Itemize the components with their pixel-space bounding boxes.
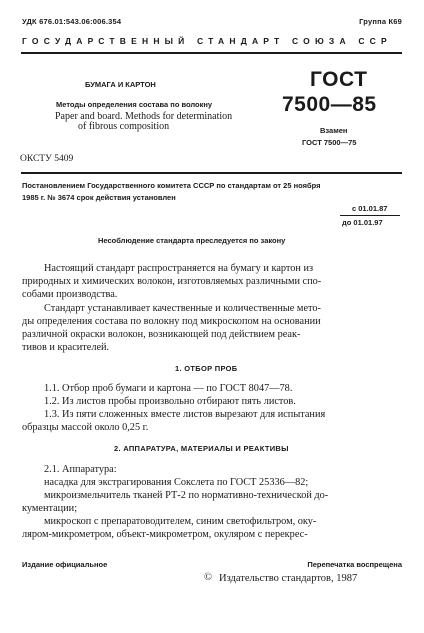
decree-line2: 1985 г. № 3674 срок действия установлен [22,193,176,202]
title-en-line2: of fibrous composition [78,121,170,132]
title-ru-main: БУМАГА И КАРТОН [85,80,156,89]
section2-line: насадка для экстрагирования Сокслета по ГОСТ 25336—82; [44,477,309,488]
dates-divider [340,215,400,216]
title-en-line1: Paper and board. Methods for determination [55,111,233,122]
decree-rule [21,172,402,174]
udk-code: УДК 676.01:543.06:006.354 [22,17,122,26]
header-rule [21,52,402,54]
intro-line: различной окраски волокон, возникающей под действием реак- [22,329,301,340]
section1-line: 1.2. Из листов пробы произвольно отбирают пять листов. [44,396,296,407]
section2-line: 2.1. Аппаратура: [44,464,117,475]
valid-to: до 01.01.97 [342,218,383,227]
section1-line: 1.1. Отбор проб бумаги и картона — по ГОСТ 8047—78. [44,383,293,394]
section1-line: образцы массой около 0,25 г. [22,422,149,433]
copyright-symbol: © [204,572,212,583]
law-notice: Несоблюдение стандарта преследуется по закону [98,236,286,245]
group-code: Группа К69 [359,17,402,26]
valid-from: с 01.01.87 [352,204,388,213]
intro-line: Стандарт устанавливает качественные и количественные мето- [44,303,321,314]
intro-line: Настоящий стандарт распространяется на бумагу и картон из [44,263,314,274]
intro-line: природных и химических волокон, изготовляемых различными спо- [22,276,322,287]
gost-number: 7500—85 [282,93,377,116]
replaces-standard: ГОСТ 7500—75 [302,138,357,147]
gost-code: ГОСТ [310,68,368,91]
section2-title: 2. АППАРАТУРА, МАТЕРИАЛЫ И РЕАКТИВЫ [114,444,289,453]
okstu-code: ОКСТУ 5409 [20,154,74,164]
section1-line: 1.3. Из пяти сложенных вместе листов вырезают для испытания [44,409,326,420]
replaces-label: Взамен [320,126,348,135]
intro-line: собами производства. [22,289,118,300]
reprint-prohibited: Перепечатка воспрещена [307,560,402,569]
section2-line: кументации; [22,503,78,514]
decree-line1: Постановлением Государственного комитета СССР по стандартам от 25 ноября [22,181,321,190]
title-ru-sub: Методы определения состава по волокну [56,100,213,109]
section2-line: микроизмельчитель тканей РТ-2 по нормативно-технической до- [44,490,329,501]
intro-line: тивов и красителей. [22,342,110,353]
intro-line: ды определения состава по волокну под микроскопом на основании [22,316,321,327]
official-edition: Издание официальное [22,560,108,569]
section2-line: ляром-микрометром, объект-микрометром, окуляром с перекрес- [22,529,308,540]
section2-line: микроскоп с препаратоводителем, синим светофильтром, оку- [44,516,317,527]
section1-title: 1. ОТБОР ПРОБ [175,364,238,373]
publisher: Издательство стандартов, 1987 [219,573,358,584]
state-standard-banner: ГОСУДАРСТВЕННЫЙ СТАНДАРТ СОЮЗА ССР [22,36,392,46]
